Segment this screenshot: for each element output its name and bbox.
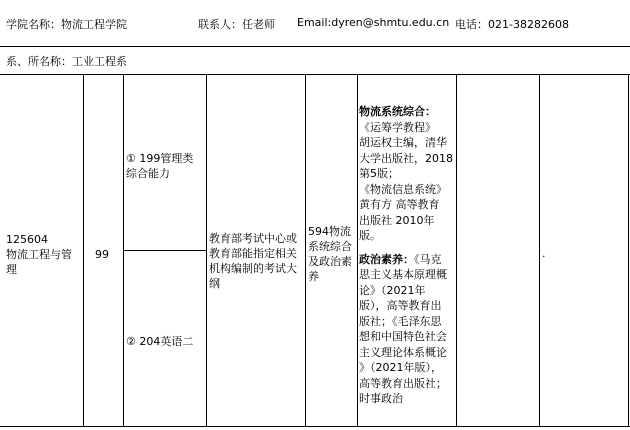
ref-line: 想和中国特色社会 [359, 330, 447, 343]
ref-politics-title: 政治素养： [359, 252, 414, 266]
college-name: 学院名称：物流工程学院 [6, 18, 127, 31]
table-bottom-border [0, 426, 630, 427]
remark: . [542, 247, 546, 260]
header-row [0, 0, 630, 47]
ref-line: 黄有方 高等教育 [359, 198, 440, 211]
department-row [0, 46, 630, 75]
ref-logistics-title: 物流系统综合： [359, 105, 436, 118]
contact-phone: 电话：021-38282608 [455, 18, 569, 31]
reference-books [359, 104, 455, 407]
ref-line: 版），高等教育出 [359, 299, 442, 312]
contact-person: 联系人：任老师 [198, 18, 275, 31]
ref-line: 第5版； [359, 167, 399, 180]
exam-subject-2: ② 204英语二 [126, 335, 194, 348]
col-divider [83, 74, 84, 426]
col-divider [357, 74, 358, 426]
ref-line: 时事政治 [359, 392, 403, 405]
ref-line: 版社；《毛泽东思 [359, 314, 442, 328]
ref-line: 论》（2021年 [359, 283, 426, 297]
exam-syllabus: 教育部考试中心或教育部能指定相关机构编制的考试大纲 [209, 232, 297, 290]
ref-line: 高等教育出版社； [359, 376, 447, 390]
enrollment-quota: 99 [95, 248, 109, 261]
ref-line: 《物流信息系统》 [359, 182, 447, 196]
department-name: 系、所名称：工业工程系 [6, 55, 127, 68]
col-divider [305, 74, 306, 426]
program-name: 物流工程与管理 [6, 248, 72, 276]
ref-line: 思主义基本原理概 [359, 268, 447, 281]
retest-subject: 594物流系统综合及政治素养 [308, 225, 352, 283]
col-divider [539, 74, 540, 426]
col-divider [628, 74, 629, 426]
ref-line: 胡运权主编，清华 [359, 136, 447, 149]
ref-line: 出版社 2010年 [359, 213, 435, 227]
ref-line: 》（2021年版）， [359, 361, 442, 374]
col-divider [206, 74, 207, 426]
contact-email: Email:dyren@shmtu.edu.cn [297, 16, 450, 29]
program-table [0, 74, 630, 430]
subject-divider [123, 250, 206, 251]
ref-line: 主义理论体系概论 [359, 345, 447, 359]
col-divider [456, 74, 457, 426]
ref-line: 《运筹学教程》 [359, 120, 436, 134]
program-code: 125604 [6, 233, 48, 246]
ref-line: 大学出版社，2018 [359, 151, 453, 165]
ref-line: 版。 [359, 229, 381, 242]
ref-line: 《马克 [414, 252, 442, 266]
exam-subject-1: ① 199管理类综合能力 [126, 152, 194, 180]
